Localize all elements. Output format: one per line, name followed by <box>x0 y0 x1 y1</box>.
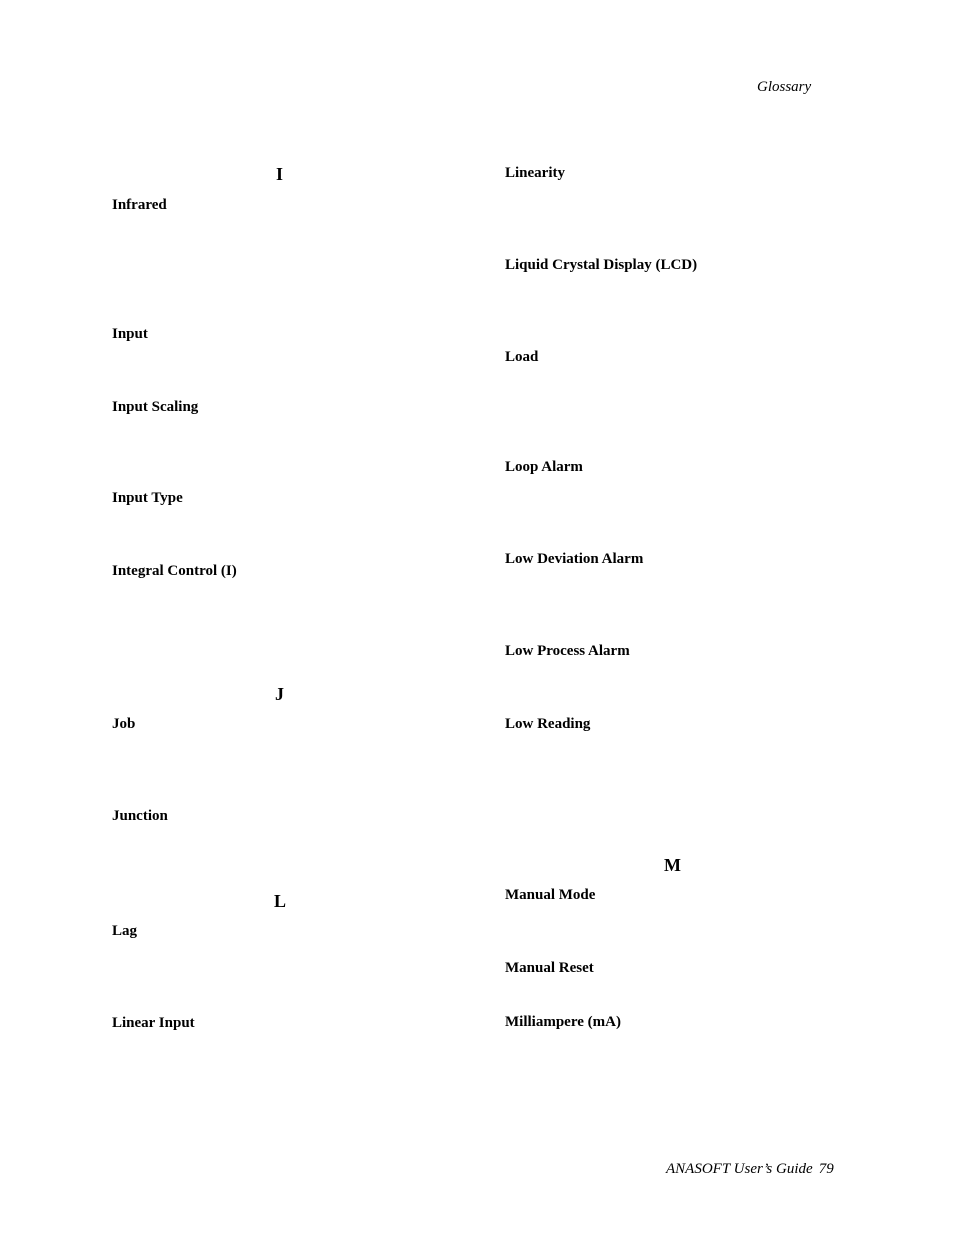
term-infrared: Infrared <box>112 197 167 213</box>
term-junction: Junction <box>112 808 168 824</box>
section-letter-m: M <box>664 855 681 875</box>
term-load: Load <box>505 349 539 365</box>
running-header: Glossary <box>757 79 812 95</box>
term-low-reading: Low Reading <box>505 716 591 732</box>
term-loop-alarm: Loop Alarm <box>505 459 583 475</box>
section-letter-j: J <box>275 684 284 704</box>
term-manual-mode: Manual Mode <box>505 887 596 903</box>
page-number: 79 <box>818 1161 834 1177</box>
section-letter-l: L <box>274 891 287 911</box>
term-input-scaling: Input Scaling <box>112 399 199 415</box>
term-lcd: Liquid Crystal Display (LCD) <box>505 257 698 273</box>
term-lag: Lag <box>112 923 138 939</box>
footer-title: ANASOFT User’s Guide <box>666 1161 813 1177</box>
term-low-process-alarm: Low Process Alarm <box>505 643 630 659</box>
term-integral-control: Integral Control (I) <box>112 563 237 579</box>
section-letter-i: I <box>276 164 284 184</box>
term-job: Job <box>112 716 136 732</box>
running-footer <box>666 1161 834 1178</box>
term-linearity: Linearity <box>505 165 565 181</box>
term-low-deviation-alarm: Low Deviation Alarm <box>505 551 644 567</box>
term-input: Input <box>112 326 148 342</box>
term-milliampere: Milliampere (mA) <box>505 1014 621 1030</box>
term-manual-reset: Manual Reset <box>505 960 594 976</box>
term-input-type: Input Type <box>112 490 183 506</box>
term-linear-input: Linear Input <box>112 1015 195 1031</box>
